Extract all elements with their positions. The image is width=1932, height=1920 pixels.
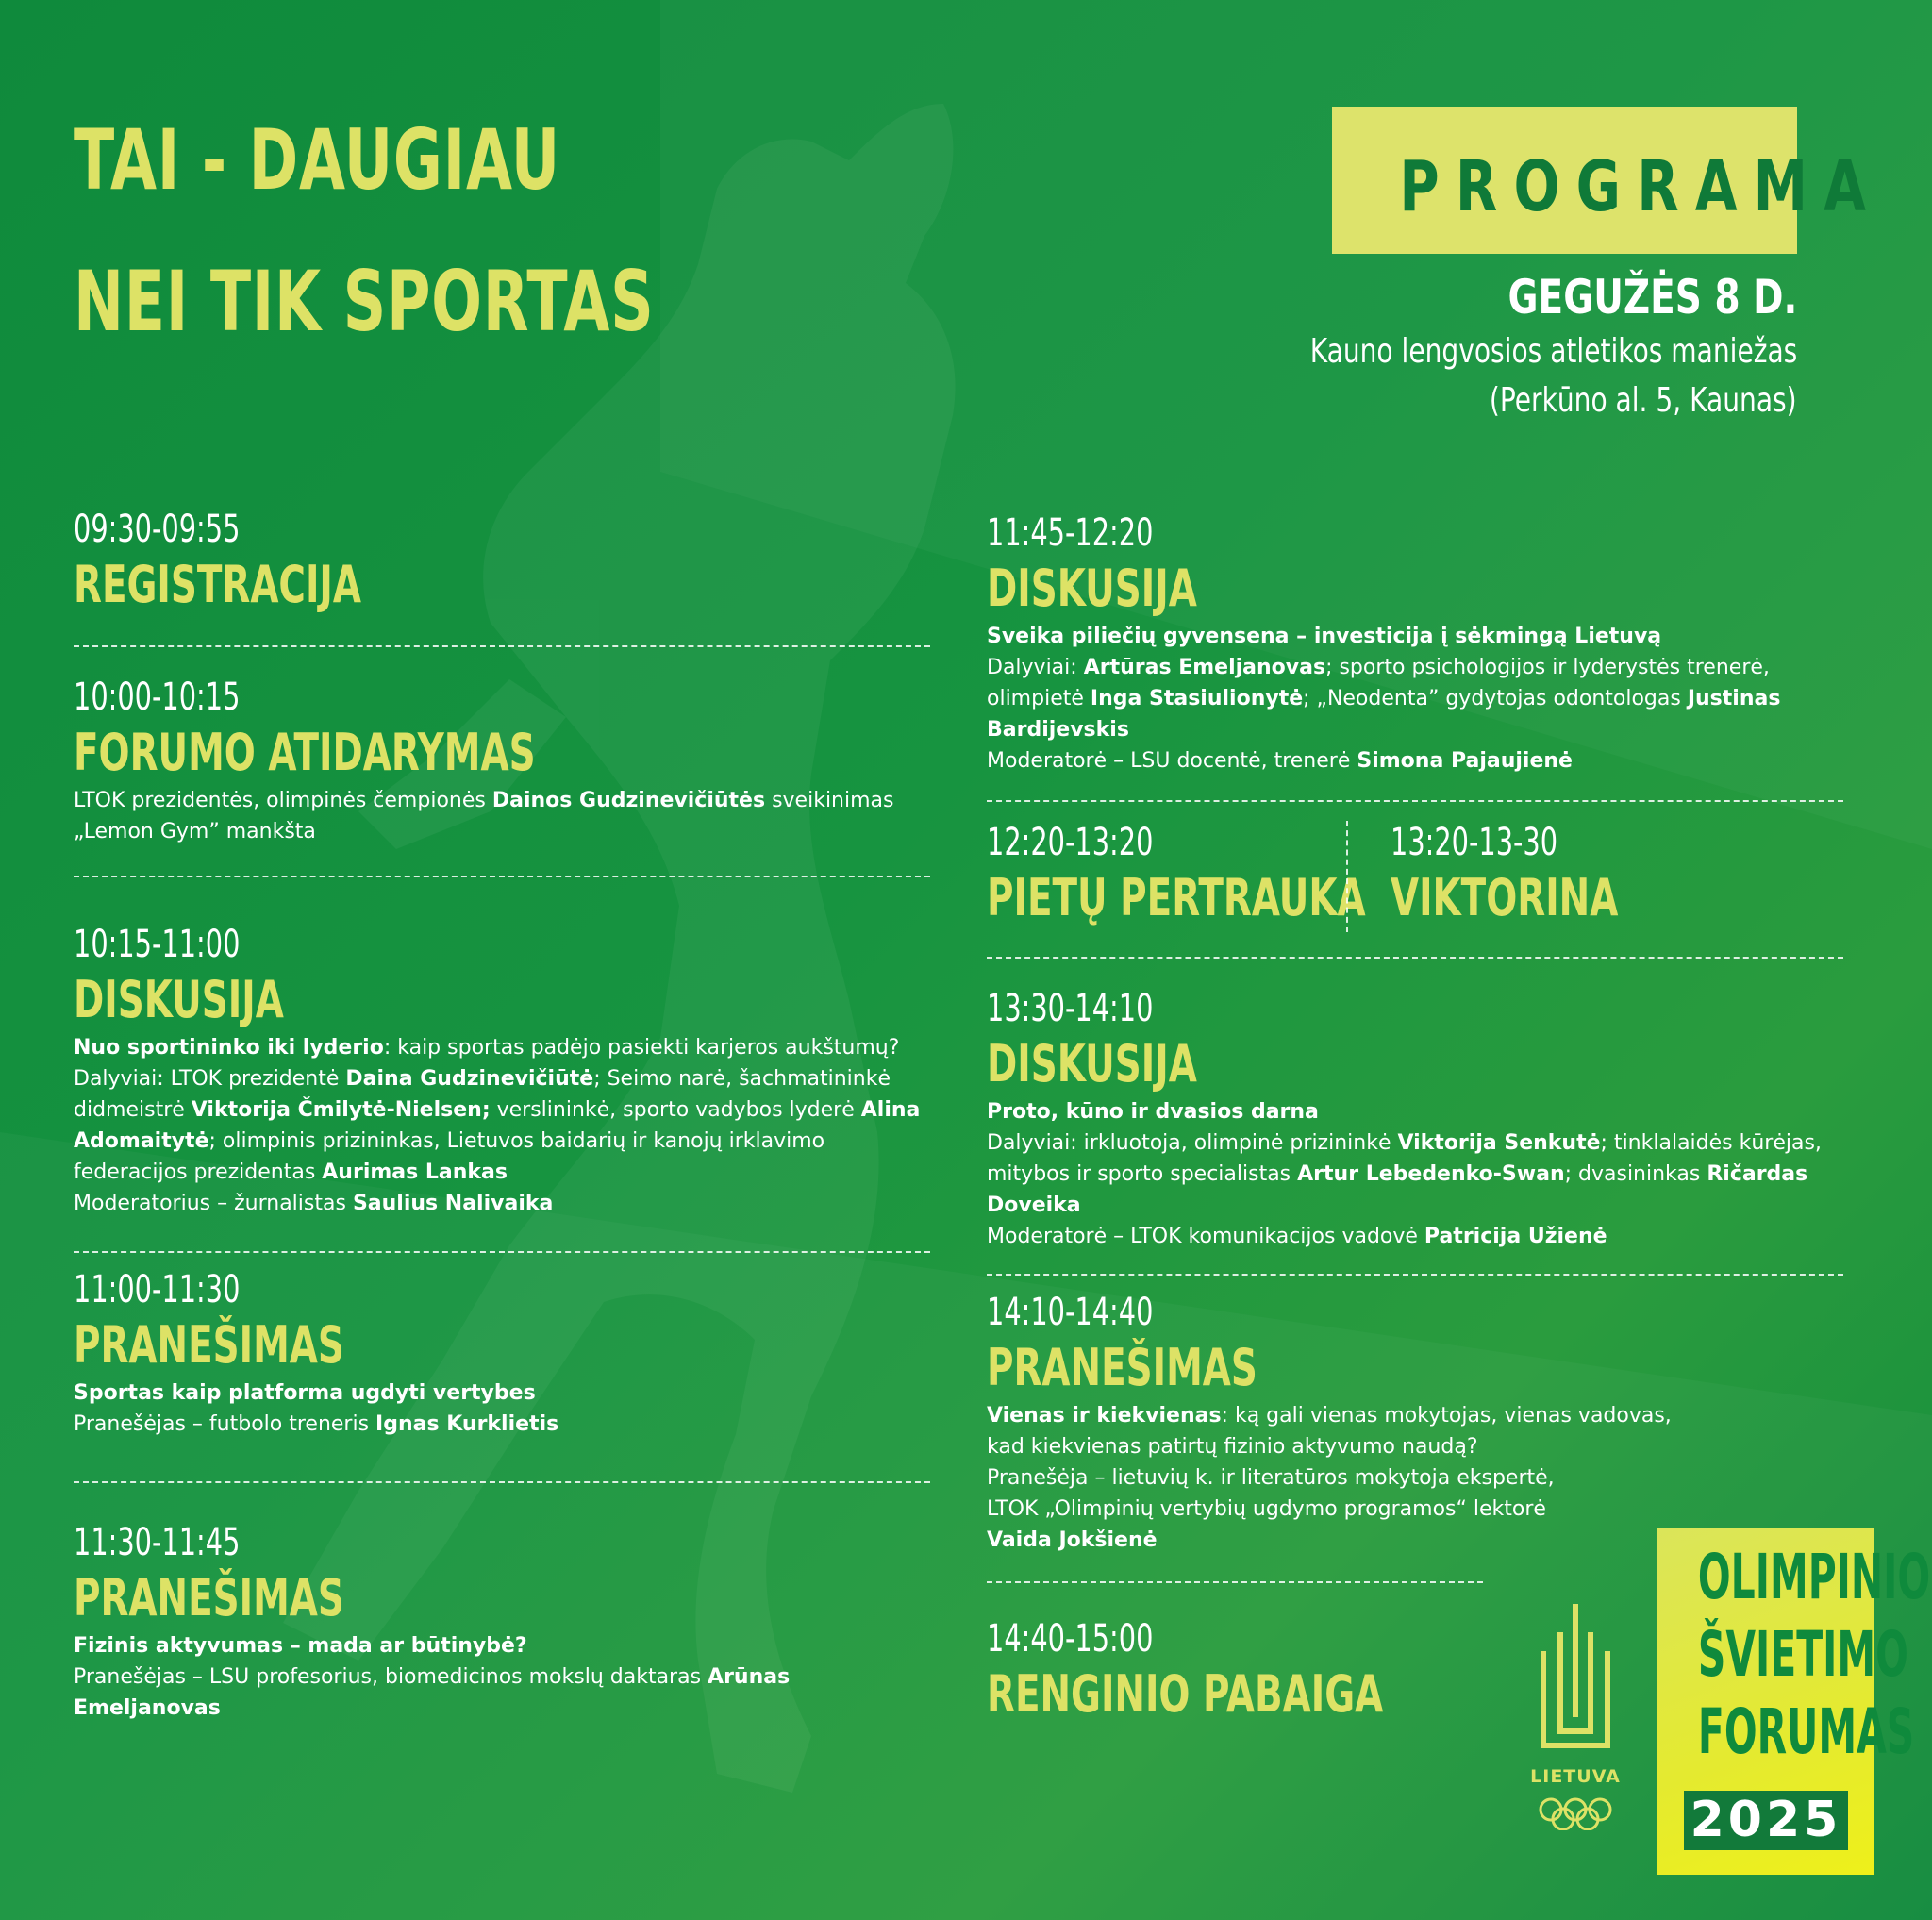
description-line [987,621,1780,652]
session-description [74,1377,558,1440]
session-opening [74,676,893,847]
session-title: PRANEŠIMAS [74,1315,344,1375]
divider [987,1274,1843,1276]
name-highlight: Inga Stasiulionytė [1090,687,1304,710]
description-line: Pranešėjas – futbolo treneris Ignas Kurklietis [74,1412,559,1436]
description-line: Pranešėjas – LSU profesorius, biomedicinos mokslų daktaras Arūnas [74,1665,791,1689]
description-line [987,714,1780,745]
session-title: FORUMO ATIDARYMAS [74,723,536,782]
divider [987,957,1843,959]
session-description [74,785,893,847]
description-line: Moderatorė – LSU docentė, trenerė Simona Pajaujienė [987,749,1573,773]
headline-line-1: TAI - DAUGIAU [74,111,560,209]
session-title: DISKUSIJA [74,970,284,1029]
description-line: Nuo sportininko iki lyderio: kaip sportas padėjo pasiekti karjeros aukštumų? [74,1036,900,1060]
headline [74,90,655,373]
name-highlight: Vaida Jokšienė [987,1528,1158,1552]
venue-line-2: (Perkūno al. 5, Kaunas) [1490,381,1797,420]
divider [74,645,930,647]
session-title: REGISTRACIJA [74,555,361,614]
name-highlight: Arūnas [708,1665,791,1689]
description-line: Dalyviai: Artūras Emeljanovas; sporto psichologijos ir lyderystės trenerė, [987,656,1770,679]
name-highlight: Adomaitytė [74,1129,209,1153]
description-line: LTOK „Olimpinių vertybių ugdymo programos“ lektorė [987,1497,1546,1521]
session-presentation-2 [74,1521,790,1724]
forum-year: 2025 [1684,1791,1848,1850]
name-highlight: Bardijevskis [987,718,1129,742]
name-highlight: Sportas kaip platforma ugdyti vertybes [74,1381,536,1405]
description-line: Vienas ir kiekvienas: ką gali vienas mokytojas, vienas vadovas, [987,1404,1672,1427]
name-highlight: Simona Pajaujienė [1357,749,1573,773]
description-line: Adomaitytė; olimpinis prizininkas, Lietuvos baidarių ir kanojų irklavimo [74,1129,825,1153]
divider [987,1581,1483,1583]
name-highlight: Daina Gudzinevičiūtė [345,1067,594,1091]
session-description [74,1032,920,1219]
session-title: VIKTORINA [1391,868,1619,927]
description-line: didmeistrė Viktorija Čmilytė-Nielsen; verslininkė, sporto vadybos lyderė Alina [74,1098,921,1122]
session-presentation-1 [74,1268,558,1440]
session-time: 10:00-10:15 [74,676,241,719]
description-line: „Lemon Gym” mankšta [74,820,316,843]
description-line: kad kiekvienas patirtų fizinio aktyvumo naudą? [987,1435,1478,1459]
session-closing [987,1617,1538,1727]
vertical-divider [1346,821,1348,932]
event-date: GEGUŽĖS 8 D. [1507,270,1797,325]
name-highlight: Artur Lebedenko-Swan [1297,1162,1565,1186]
session-time: 13:30-14:10 [987,987,1154,1030]
session-description [74,1630,790,1724]
description-line [74,1630,790,1661]
forum-logo-text-2: ŠVIETIMO [1697,1618,1908,1691]
name-highlight: Patricija Užienė [1424,1225,1607,1248]
forum-logo-line-2 [1657,1615,1908,1695]
program-label-box [1332,107,1883,254]
divider [74,876,930,877]
session-time: 12:20-13:20 [987,821,1154,864]
session-quiz [1391,821,1707,930]
session-time: 14:40-15:00 [987,1617,1154,1661]
session-time: 11:45-12:20 [987,511,1154,555]
session-title: PIETŲ PERTRAUKA [987,868,1366,927]
name-highlight: Viktorija Čmilytė-Nielsen; [191,1098,491,1122]
name-highlight: Emeljanovas [74,1696,221,1720]
session-time: 09:30-09:55 [74,508,241,551]
name-highlight: Artūras Emeljanovas [1083,656,1326,679]
session-title: PRANEŠIMAS [74,1568,344,1628]
description-line: Pranešėja – lietuvių k. ir literatūros mokytoja ekspertė, [987,1466,1555,1490]
divider [987,800,1843,802]
venue-line-1: Kauno lengvosios atletikos maniežas [1309,332,1797,371]
lietuva-olympic-logo [1509,1594,1641,1830]
session-time: 11:00-11:30 [74,1268,241,1311]
name-highlight: Ignas Kurklietis [375,1412,559,1436]
divider [74,1481,930,1483]
session-registration [74,508,474,617]
description-line: Dalyviai: LTOK prezidentė Daina Gudzinevičiūtė; Seimo narė, šachmatininkė [74,1067,891,1091]
description-line: Moderatorė – LTOK komunikacijos vadovė Patricija Užienė [987,1225,1607,1248]
description-line: mitybos ir sporto specialistas Artur Lebedenko-Swan; dvasininkas Ričardas [987,1162,1808,1186]
description-line [987,1190,1822,1221]
session-title: RENGINIO PABAIGA [987,1664,1384,1724]
session-discussion-1 [74,923,920,1219]
name-highlight: Aurimas Lankas [322,1160,508,1184]
name-highlight: Alina [860,1098,921,1122]
forum-logo [1657,1528,1931,1875]
columns-emblem-icon [1509,1594,1641,1830]
forum-logo-line-1 [1657,1538,1931,1617]
forum-logo-line-3 [1657,1693,1915,1772]
name-highlight: Justinas [1687,687,1781,710]
headline-line-2: NEI TIK SPORTAS [74,253,655,350]
session-presentation-3 [987,1291,1672,1556]
name-highlight: Fizinis aktyvumas – mada ar būtinybė? [74,1634,527,1658]
description-line: LTOK prezidentės, olimpinės čempionės Dainos Gudzinevičiūtės sveikinimas [74,789,894,812]
divider [74,1251,930,1253]
name-highlight: Proto, kūno ir dvasios darna [987,1100,1319,1124]
description-line: olimpietė Inga Stasiulionytė; „Neodenta” gydytojas odontologas Justinas [987,687,1781,710]
description-line [987,1525,1672,1556]
name-highlight: Ričardas [1707,1162,1808,1186]
session-description [987,1096,1822,1252]
description-line: Dalyviai: irkluotoja, olimpinė prizininkė Viktorija Senkutė; tinklalaidės kūrėjas, [987,1131,1822,1155]
session-time: 10:15-11:00 [74,923,241,966]
session-title: DISKUSIJA [987,1034,1197,1094]
session-discussion-3 [987,987,1822,1252]
description-line [74,1693,790,1724]
session-title: DISKUSIJA [987,559,1197,618]
description-line: Moderatorius – žurnalistas Saulius Nalivaika [74,1192,554,1215]
description-line [987,1096,1822,1127]
lietuva-label: LIETUVA [1530,1766,1621,1787]
description-line [74,1377,558,1409]
name-highlight: Saulius Nalivaika [352,1192,554,1215]
session-discussion-2 [987,511,1780,776]
session-time: 13:20-13-30 [1391,821,1558,864]
session-time: 14:10-14:40 [987,1291,1154,1334]
description-line: federacijos prezidentas Aurimas Lankas [74,1160,508,1184]
name-highlight: Doveika [987,1194,1081,1217]
session-title: PRANEŠIMAS [987,1338,1257,1397]
name-highlight: Nuo sportininko iki lyderio [74,1036,384,1060]
program-label: PROGRAMA [1399,146,1883,227]
name-highlight: Sveika piliečių gyvensena – investicija į sėkmingą Lietuvą [987,625,1662,648]
forum-logo-text-3: FORUMAS [1697,1695,1915,1768]
session-description [987,621,1780,776]
name-highlight: Viktorija Senkutė [1397,1131,1601,1155]
session-time: 11:30-11:45 [74,1521,241,1564]
session-description [987,1400,1672,1556]
forum-logo-text-1: OLIMPINIO [1697,1541,1931,1613]
name-highlight: Vienas ir kiekvienas [987,1404,1222,1427]
name-highlight: Dainos Gudzinevičiūtės [491,789,766,812]
